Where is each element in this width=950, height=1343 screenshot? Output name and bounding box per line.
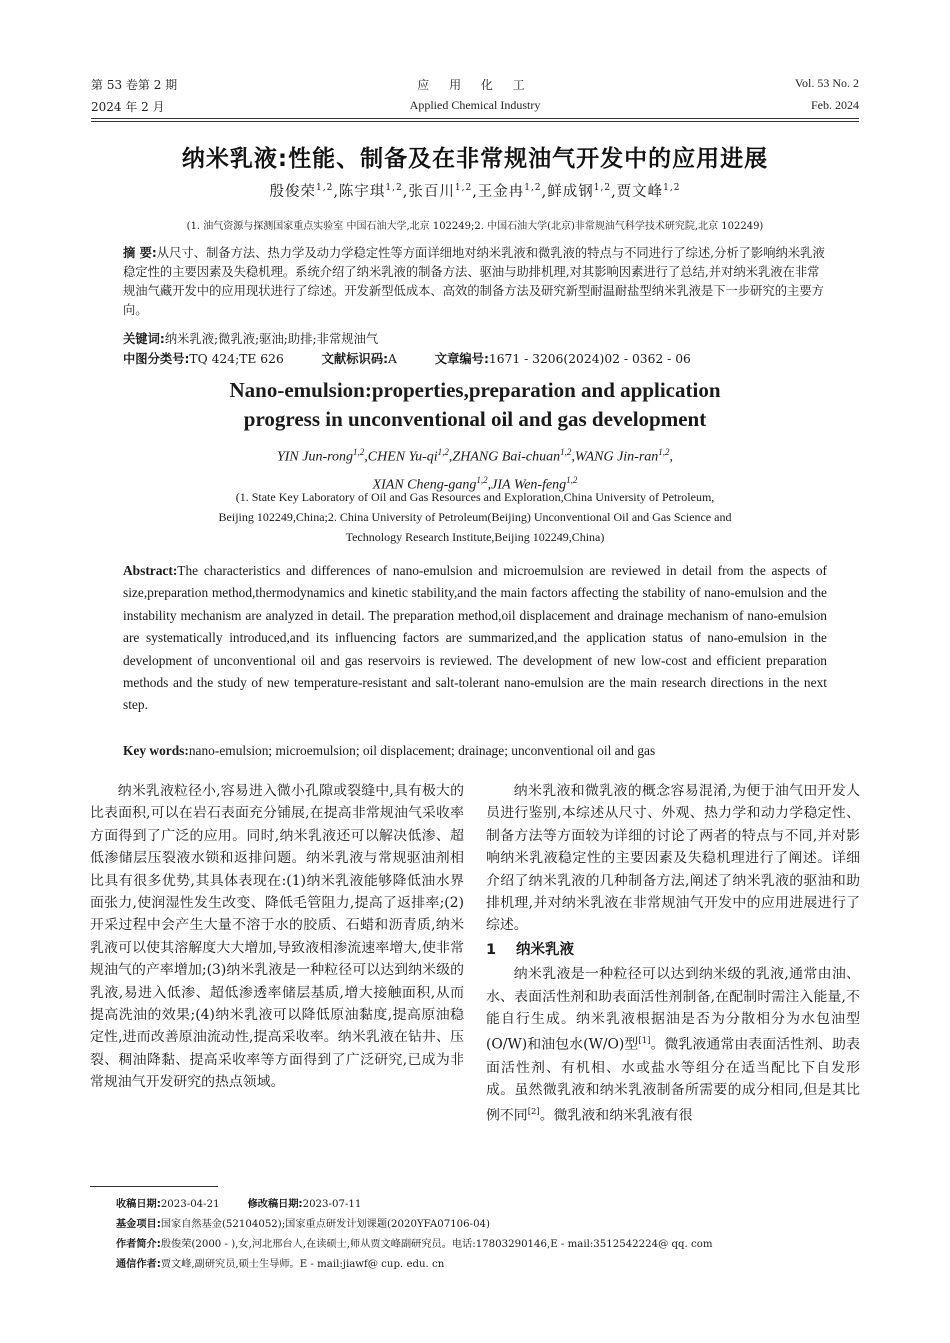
body-column-right (486, 780, 860, 1127)
header-rule-thick (91, 118, 859, 119)
abstract-cn-label: 摘 要: (123, 246, 157, 260)
author-cn: 殷俊荣 (269, 184, 316, 200)
author-cn: 王金冉 (477, 184, 525, 200)
journal-name-en: Applied Chemical Industry (409, 98, 541, 112)
author-bio-line: 作者简介:殷俊荣(2000 - ),女,河北邢台人,在读硕士,师从贾文峰副研究员。电话:17803290146,E - mail:3512542224@ qq. com (116, 1239, 713, 1250)
footnotes (116, 1195, 890, 1275)
journal-name-cn: 应 用 化 工 (417, 78, 533, 92)
author-cn: 鲜成钢 (547, 184, 594, 200)
author-en: XIAN Cheng-gang (372, 477, 477, 493)
author-en: YIN Jun-rong (276, 449, 354, 465)
author-cn: 陈宇琪 (338, 184, 386, 200)
affiliation-en: (1. State Key Laboratory of Oil and Gas Resources and Exploration,China University of Petroleum, Beijing 102249,China;2. China University of Petroleum(Beijing) Unconventional Oil and Gas Science and Technology Research Institute,Beijing 102249,China) (218, 490, 732, 544)
header-rule-thin (91, 121, 859, 122)
abstract-cn-text: 从尺寸、制备方法、热力学及动力学稳定性等方面详细地对纳米乳液和微乳液的特点与不同进行了综述,分析了影响纳米乳液稳定性的主要因素及失稳机理。系统介绍了纳米乳液的制备方法、驱油与助排机理,对其影响因素进行了总结,并对纳米乳液在非常规油气藏开发中的应用现状进行了综述。开发新型低成本、高效的制备方法及研究新型耐温耐盐型纳米乳液是下一步研究的主要方向。 (123, 246, 825, 317)
abstract-cn (123, 244, 827, 320)
author-en: CHEN Yu-qi (367, 449, 438, 465)
volume-cn: 第 53 卷第 2 期 (91, 78, 178, 92)
classification-line: 中图分类号:TQ 424;TE 626 文献标识码:A 文章编号:1671 - 3206(2024)02 - 0362 - 06 (123, 352, 691, 366)
corresponding-author-line: 通信作者:贾文峰,副研究员,硕士生导师。E - mail:jiawf@ cup. edu. cn (116, 1259, 445, 1270)
date-cn: 2024 年 2 月 (91, 100, 165, 114)
author-en: ZHANG Bai-chuan (452, 449, 561, 465)
dates-line: 收稿日期:2023-04-21 修改稿日期:2023-07-11 (116, 1199, 362, 1210)
abstract-en-label: Abstract: (123, 563, 178, 578)
citation-ref[interactable]: [1] (638, 1036, 651, 1047)
author-list-en: YIN Jun-rong$^{1,2}$,CHEN Yu-qi$^{1,2}$,ZHANG Bai-chuan$^{1,2}$,WANG Jin-ran$^{1,2}$, XIAN Cheng-gang$^{1,2}$,JIA Wen-feng$^{1,2}$ (276, 447, 674, 493)
keywords-cn: 关键词:纳米乳液;微乳液;驱油;助排;非常规油气 (123, 332, 379, 346)
citation-ref[interactable]: [2] (527, 1107, 540, 1118)
footnote-rule (90, 1186, 218, 1187)
fund-line: 基金项目:国家自然基金(52104052);国家重点研发计划课题(2020YFA07106-04) (116, 1219, 491, 1230)
body-paragraph: 纳米乳液和微乳液的概念容易混淆,为便于油气田开发人员进行鉴别,本综述从尺寸、外观、热力学和动力学稳定性、制备方法等方面较为详细的讨论了两者的特点与不同,并对影响纳米乳液稳定性的主要因素及失稳机理进行了阐述。详细介绍了纳米乳液的几种制备方法,阐述了纳米乳液的驱油和助排机理,并对纳米乳液在非常规油气开发中的应用进展进行了综述。 (486, 783, 860, 934)
running-header (91, 70, 859, 118)
body-paragraph: 纳米乳液是一种粒径可以达到纳米级的乳液,通常由油、水、表面活性剂和助表面活性剂制备,在配制时需注入能量,不能自行生成。纳米乳液根据油是否为分散相分为水包油型(O/W)和油包水(W/O)型[1]。微乳液通常由表面活性剂、助表面活性剂、有机相、水或盐水等组分在适当配比下自发形成。虽然微乳液和纳米乳液制备所需要的成分相同,但是其比例不同[2]。微乳液和纳米乳液有很 (486, 966, 860, 1124)
affiliation-cn: (1. 油气资源与探测国家重点实验室 中国石油大学,北京 102249;2. 中国石油大学(北京)非常规油气科学技术研究院,北京 102249) (186, 221, 764, 232)
body-paragraph: 纳米乳液粒径小,容易进入微小孔隙或裂缝中,具有极大的比表面积,可以在岩石表面充分铺展,在提高非常规油气采收率方面得到了广泛的应用。同时,纳米乳液还可以解决低渗、超低渗储层压裂液水锁和返排问题。纳米乳液与常规驱油剂相比具有很多优势,其具体表现在:(1)纳米乳液能够降低油水界面张力,使润湿性发生改变、降低毛管阻力,提高了返排率;(2)开采过程中会产生大量不溶于水的胶质、石蜡和沥青质,纳米乳液可以使其溶解度大大增加,导致液相渗流速率增大,使非常规油气的产率增加;(3)纳米乳液是一种粒径可以达到纳米级的乳液,易进入低渗、超低渗透率储层基质,增大接触面积,从而提高洗油的效果;(4)纳米乳液可以降低原油黏度,提高原油稳定性,进而改善原油流动性,提高采收率。纳米乳液在钻井、压裂、稠油降黏、提高采收率等方面得到了广泛研究,已成为非常规油气开发研究的热点领域。 (90, 783, 464, 1091)
keywords-en: Key words:nano-emulsion; microemulsion; oil displacement; drainage; unconventional oil and gas (123, 743, 656, 758)
section-heading: 1 纳米乳液 (486, 941, 574, 958)
author-en: JIA Wen-feng (491, 477, 567, 493)
page-title-en: Nano-emulsion:properties,preparation and application progress in unconventional oil and gas development (229, 378, 721, 431)
body-column-left (90, 780, 464, 1094)
author-en: WANG Jin-ran (574, 449, 659, 465)
volume-en: Vol. 53 No. 2 (794, 76, 859, 90)
clc-number: TQ 424;TE 626 (189, 352, 284, 366)
article-number: 1671 - 3206(2024)02 - 0362 - 06 (488, 352, 691, 366)
author-list-cn: 殷俊荣$^{1,2}$,陈宇琪$^{1,2}$,张百川$^{1,2}$,王金冉$^{1,2}$,鲜成钢$^{1,2}$,贾文峰$^{1,2}$ (269, 183, 681, 200)
abstract-en-text: The characteristics and differences of nano-emulsion and microemulsion are reviewed in detail from the aspects of size,preparation method,thermodynamics and kinetic stability,and the main factors affecting the stability of nano-emulsion and the instability mechanism are analyzed in detail. The preparation method,oil displacement and drainage mechanism of nano-emulsion are systematically introduced,and its influencing factors are summarized,and the application status of nano-emulsion in the development of unconventional oil and gas reservoirs is reviewed. The development of new low-cost and efficient preparation methods and the study of new temperature-resistant and salt-tolerant nano-emulsion are the main research directions in the next step. (123, 563, 827, 713)
author-cn: 张百川 (408, 184, 455, 200)
document-code: A (388, 352, 397, 366)
abstract-en (123, 560, 827, 717)
page-title-cn: 纳米乳液:性能、制备及在非常规油气开发中的应用进展 (181, 146, 769, 172)
author-cn: 贾文峰 (616, 184, 664, 200)
date-en: Feb. 2024 (811, 98, 859, 112)
